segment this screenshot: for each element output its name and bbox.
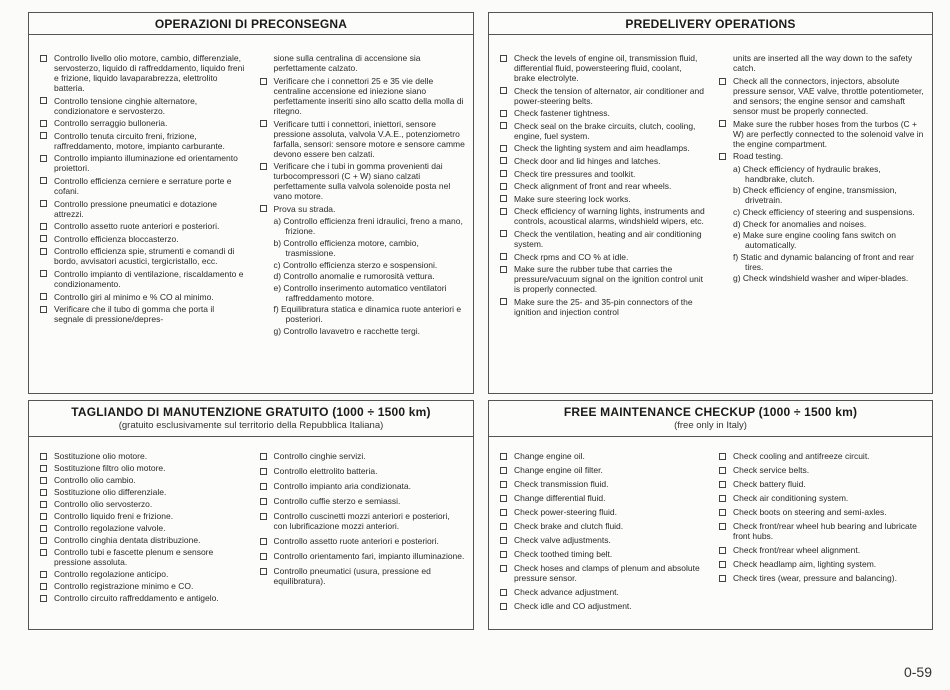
checklist-item-text: Change engine oil filter.: [514, 465, 603, 475]
checkbox-square-icon: [500, 266, 507, 273]
maintenance-it-right-list: [260, 451, 466, 586]
checkbox-square-icon: [40, 571, 47, 578]
predelivery-en-right-list: [719, 76, 924, 161]
road-test-step: e) Controllo inserimento automatico ventilatori raffreddamento motore.: [273, 282, 447, 303]
checklist-item: [40, 304, 246, 324]
maintenance-it-panel: [28, 400, 474, 630]
checklist-item-text: Check service belts.: [733, 465, 810, 475]
checklist-item: [40, 96, 246, 116]
checkbox-square-icon: [40, 132, 47, 139]
predelivery-en-panel: [488, 12, 933, 394]
checklist-item: [500, 297, 705, 317]
checkbox-square-icon: [260, 163, 267, 170]
checkbox-square-icon: [40, 120, 47, 127]
checklist-item-text: Change engine oil.: [514, 451, 585, 461]
checklist-item: [500, 121, 705, 141]
checklist-item-text: Check idle and CO adjustment.: [514, 601, 632, 611]
checklist-item-text: Sostituzione olio motore.: [54, 451, 148, 461]
checklist-item-text: Make sure steering lock works.: [514, 193, 631, 204]
road-test-step: e) Make sure engine cooling fans switch on automatically.: [733, 230, 897, 251]
checklist-item: [260, 466, 466, 476]
road-test-step: d) Check for anomalies and noises.: [733, 218, 867, 229]
checklist-item: [260, 76, 466, 116]
checkbox-square-icon: [500, 453, 507, 460]
road-test-step: c) Check efficiency of steering and suspensions.: [733, 206, 915, 217]
checklist-item-text: Check toothed timing belt.: [514, 549, 613, 559]
checklist-item-text: Check power-steering fluid.: [514, 507, 617, 517]
checkbox-square-icon: [719, 509, 726, 516]
checklist-item-text: Controllo pneumatici (usura, pressione ed equilibratura).: [273, 566, 431, 586]
checklist-item-text: Check the tension of alternator, air conditioner and power-steering belts.: [514, 85, 704, 106]
checklist-item: [40, 153, 246, 173]
road-test-step: d) Controllo anomalie e rumorosità vettura.: [273, 271, 435, 282]
checklist-item: [40, 475, 246, 485]
predelivery-en-title: PREDELIVERY OPERATIONS: [625, 17, 796, 31]
checklist-item: [500, 451, 705, 461]
checkbox-square-icon: [40, 248, 47, 255]
predelivery-en-header: [489, 13, 932, 35]
checklist-item-text: Check tire pressures and toolkit.: [514, 168, 636, 179]
checklist-item: [40, 221, 246, 231]
checklist-item-text: Controllo elettrolito batteria.: [273, 466, 378, 476]
checklist-item: [500, 465, 705, 475]
checkbox-square-icon: [500, 230, 507, 237]
checklist-item-text: Controllo impianto aria condizionata.: [273, 481, 411, 491]
checklist-item: [40, 535, 246, 545]
checklist-item: [500, 493, 705, 503]
checklist-item: [260, 536, 466, 546]
checklist-item: [500, 143, 705, 153]
checkbox-square-icon: [260, 468, 267, 475]
checklist-item: [40, 569, 246, 579]
checkbox-square-icon: [40, 155, 47, 162]
checkbox-square-icon: [500, 110, 507, 117]
checklist-item-text: Verificare che il tubo di gomma che porta il segnale di pressione/depres-: [54, 304, 215, 325]
road-test-step: c) Controllo efficienza sterzo e sospensioni.: [273, 259, 438, 270]
checklist-item: [500, 181, 705, 191]
checkbox-square-icon: [40, 537, 47, 544]
checklist-item-text: Controllo olio cambio.: [54, 475, 136, 485]
checklist-item-text: Check headlamp aim, lighting system.: [733, 559, 877, 569]
checkbox-square-icon: [260, 553, 267, 560]
checkbox-square-icon: [500, 481, 507, 488]
checklist-item: [500, 507, 705, 517]
checklist-item: [500, 535, 705, 545]
checklist-item: [500, 479, 705, 489]
checklist-item-text: Check efficiency of warning lights, instruments and controls, acoustical alarms, windshield wipers, etc.: [514, 206, 705, 227]
checklist-item: [40, 53, 246, 93]
checkbox-square-icon: [40, 306, 47, 313]
checklist-item-text: Make sure the 25- and 35-pin connectors of the ignition and injection control: [514, 296, 693, 317]
checklist-item-text: Controllo impianto illuminazione ed orientamento proiettori.: [54, 153, 238, 174]
maintenance-en-header: [489, 401, 932, 437]
checklist-item-text: Controllo liquido freni e frizione.: [54, 511, 174, 521]
checklist-item: [40, 547, 246, 567]
checkbox-square-icon: [719, 523, 726, 530]
checklist-item-text: Controllo serraggio bulloneria.: [54, 118, 168, 129]
checklist-item: [40, 499, 246, 509]
checkbox-square-icon: [260, 498, 267, 505]
checklist-item-text: Controllo efficienza bloccasterzo.: [54, 233, 179, 244]
checklist-item-text: Check rpms and CO % at idle.: [514, 251, 629, 262]
checklist-item: [40, 199, 246, 219]
checklist-item: [40, 487, 246, 497]
checklist-item: [719, 507, 924, 517]
checklist-item: [260, 511, 466, 531]
checklist-item-text: Controllo efficienza spie, strumenti e comandi di bordo, avvisatori acustici, tergicristallo, ecc.: [54, 246, 235, 267]
checklist-item: [500, 86, 705, 106]
checklist-item-text: Check cooling and antifreeze circuit.: [733, 451, 870, 461]
road-test-step: b) Check efficiency of engine, transmission, drivetrain.: [733, 185, 897, 206]
checkbox-square-icon: [500, 208, 507, 215]
checkbox-square-icon: [719, 78, 726, 85]
road-test-step: g) Check windshield washer and wiper-blades.: [733, 273, 909, 284]
checkbox-square-icon: [500, 537, 507, 544]
checklist-item-text: Check the lighting system and aim headlamps.: [514, 143, 690, 154]
checkbox-square-icon: [500, 157, 507, 164]
checkbox-square-icon: [719, 561, 726, 568]
road-test-it-list: [274, 216, 466, 336]
checklist-item: [500, 194, 705, 204]
road-test-step: g) Controllo lavavetro e racchette tergi.: [273, 325, 420, 336]
checkbox-square-icon: [40, 97, 47, 104]
maintenance-en-subtitle: (free only in Italy): [674, 420, 747, 431]
checklist-item: [719, 493, 924, 503]
checkbox-square-icon: [40, 55, 47, 62]
checklist-item-text: Check battery fluid.: [733, 479, 806, 489]
checklist-item-text: Controllo cinghie servizi.: [273, 451, 366, 461]
checklist-item: [40, 246, 246, 266]
checkbox-square-icon: [40, 465, 47, 472]
maintenance-en-left-list: [500, 451, 705, 611]
checklist-item-text: Controllo tenuta circuito freni, frizione, raffreddamento, motore, impianto carburante.: [54, 130, 225, 151]
checklist-item: [260, 566, 466, 586]
checklist-item-text: Check boots on steering and semi-axles.: [733, 507, 887, 517]
checkbox-square-icon: [40, 223, 47, 230]
checkbox-square-icon: [40, 525, 47, 532]
checkbox-square-icon: [260, 513, 267, 520]
checklist-item-text: Check transmission fluid.: [514, 479, 609, 489]
checklist-item: [500, 252, 705, 262]
checklist-item-text: Check the ventilation, heating and air conditioning system.: [514, 228, 702, 249]
checkbox-square-icon: [719, 120, 726, 127]
checklist-item-text: Controllo olio servosterzo.: [54, 499, 153, 509]
road-test-step: f) Equilibratura statica e dinamica ruote anteriori e posteriori.: [273, 304, 462, 325]
checkbox-square-icon: [260, 538, 267, 545]
checklist-item-text: Controllo tubi e fascette plenum e sensore pressione assoluta.: [54, 547, 214, 567]
checklist-item-text: Controllo orientamento fari, impianto illuminazione.: [273, 551, 465, 561]
checklist-item: [40, 593, 246, 603]
checkbox-square-icon: [500, 523, 507, 530]
predelivery-it-header: [29, 13, 473, 35]
checklist-item: [719, 521, 924, 541]
checkbox-square-icon: [500, 298, 507, 305]
checklist-item: [40, 292, 246, 302]
predelivery-it-panel: [28, 12, 474, 394]
checkbox-square-icon: [500, 603, 507, 610]
checkbox-square-icon: [40, 513, 47, 520]
checklist-item: [719, 119, 924, 149]
checklist-item: [40, 511, 246, 521]
checklist-item-text: Controllo cuffie sterzo e semiassi.: [273, 496, 401, 506]
checklist-item-text: Verificare che i connettori 25 e 35 vie delle centraline accensione ed iniezione siano perfettamente inseriti sino allo scatto della molla di ritegno.: [273, 76, 464, 116]
checklist-item: [500, 587, 705, 597]
checklist-item: [719, 151, 924, 161]
checklist-item: [40, 118, 246, 128]
checklist-item-text: Sostituzione olio differenziale.: [54, 487, 167, 497]
checklist-item: [719, 479, 924, 489]
checkbox-square-icon: [500, 467, 507, 474]
road-test-step: a) Check efficiency of hydraulic brakes, handbrake, clutch.: [733, 163, 881, 184]
checklist-item-text: Controllo tensione cinghie alternatore, condizionatore e servosterzo.: [54, 95, 198, 116]
checklist-item-text: Controllo cinghia dentata distribuzione.: [54, 535, 201, 545]
checkbox-square-icon: [260, 120, 267, 127]
checkbox-square-icon: [40, 235, 47, 242]
checkbox-square-icon: [500, 122, 507, 129]
checklist-item: [500, 549, 705, 559]
checklist-item: [260, 204, 466, 214]
maintenance-en-title: FREE MAINTENANCE CHECKUP (1000 ÷ 1500 km): [563, 405, 858, 419]
predelivery-it-title: OPERAZIONI DI PRECONSEGNA: [154, 17, 348, 31]
checklist-item: [40, 523, 246, 533]
checkbox-square-icon: [260, 205, 267, 212]
checklist-item-text: Controllo regolazione anticipo.: [54, 569, 169, 579]
checklist-item-text: Verificare tutti i connettori, iniettori, sensore pressione assoluta, valvola V.A.E., potenziometro farfalla, sensori: sensore motore e sensore camme devono essere ben calzati.: [273, 118, 465, 159]
checkbox-square-icon: [40, 583, 47, 590]
checklist-item: [40, 131, 246, 151]
checkbox-square-icon: [40, 293, 47, 300]
checklist-item: [500, 601, 705, 611]
maintenance-en-right-list: [719, 451, 924, 583]
checkbox-square-icon: [500, 195, 507, 202]
checkbox-square-icon: [500, 55, 507, 62]
checklist-item-text: Check tires (wear, pressure and balancing).: [733, 573, 897, 583]
checkbox-square-icon: [40, 453, 47, 460]
checklist-item-text: Check all the connectors, injectors, absolute pressure sensor, VAE valve, throttle potentiometer, and sensors; the engine sensor and camshaft sensor must be properly connected.: [733, 76, 924, 116]
checklist-item-text: Prova su strada.: [273, 203, 336, 214]
checklist-item-text: Controllo pressione pneumatici e dotazione attrezzi.: [54, 198, 218, 219]
checklist-item-text: Check air conditioning system.: [733, 493, 849, 503]
checkbox-square-icon: [500, 495, 507, 502]
checklist-item: [719, 545, 924, 555]
checklist-item: [40, 269, 246, 289]
maintenance-it-left-list: [40, 451, 246, 603]
checkbox-square-icon: [719, 547, 726, 554]
checkbox-square-icon: [500, 551, 507, 558]
checklist-item: [260, 161, 466, 201]
predelivery-it-continuation: sione sulla centralina di accensione sia perfettamente calzato.: [273, 53, 421, 73]
checkbox-square-icon: [40, 549, 47, 556]
checklist-item-text: Check door and lid hinges and latches.: [514, 155, 661, 166]
checkbox-square-icon: [40, 177, 47, 184]
checkbox-square-icon: [719, 495, 726, 502]
checkbox-square-icon: [40, 489, 47, 496]
predelivery-en-continuation: units are inserted all the way down to the safety catch.: [733, 53, 913, 73]
checklist-item-text: Controllo cuscinetti mozzi anteriori e posteriori, con lubrificazione mozzi anteriori.: [273, 511, 450, 531]
checkbox-square-icon: [500, 145, 507, 152]
predelivery-en-left-list: [500, 53, 705, 317]
checklist-item: [260, 481, 466, 491]
checklist-item-text: Check hoses and clamps of plenum and absolute pressure sensor.: [514, 563, 700, 583]
checklist-item-text: Check seal on the brake circuits, clutch, cooling, engine, fuel system.: [514, 120, 696, 141]
checklist-item-text: Sostituzione filtro olio motore.: [54, 463, 166, 473]
checkbox-square-icon: [500, 183, 507, 190]
checkbox-square-icon: [260, 78, 267, 85]
checklist-item: [719, 559, 924, 569]
checklist-item-text: Controllo efficienza cerniere e serrature porte e cofani.: [54, 175, 232, 196]
checklist-item: [719, 76, 924, 116]
checklist-item: [500, 53, 705, 83]
checklist-item: [719, 465, 924, 475]
checklist-item-text: Check alignment of front and rear wheels.: [514, 181, 672, 192]
checklist-item: [40, 451, 246, 461]
road-test-step: a) Controllo efficienza freni idraulici, freno a mano, frizione.: [273, 216, 463, 237]
checklist-item-text: Check brake and clutch fluid.: [514, 521, 624, 531]
predelivery-it-right-list: [260, 76, 466, 214]
checkbox-square-icon: [500, 589, 507, 596]
checkbox-square-icon: [500, 170, 507, 177]
checkbox-square-icon: [260, 453, 267, 460]
checklist-item: [40, 581, 246, 591]
checklist-item-text: Controllo regolazione valvole.: [54, 523, 166, 533]
checklist-item-text: Make sure the rubber tube that carries the pressure/vacuum signal on the ignition control unit is properly connected.: [514, 264, 703, 295]
checklist-item-text: Controllo circuito raffreddamento e antigelo.: [54, 593, 219, 603]
checklist-item-text: Check front/rear wheel hub bearing and lubricate front hubs.: [733, 521, 917, 541]
checklist-item-text: Check advance adjustment.: [514, 587, 619, 597]
checklist-item: [40, 234, 246, 244]
checklist-item: [260, 551, 466, 561]
checkbox-square-icon: [40, 270, 47, 277]
checklist-item: [719, 451, 924, 461]
checklist-item: [500, 521, 705, 531]
checklist-item-text: Check fastener tightness.: [514, 108, 610, 119]
checkbox-square-icon: [719, 153, 726, 160]
checklist-item-text: Make sure the rubber hoses from the turbos (C + W) are perfectly connected to the solenoid valve in the engine compartment.: [733, 118, 924, 149]
checkbox-square-icon: [500, 87, 507, 94]
checkbox-square-icon: [719, 467, 726, 474]
checklist-item-text: Check valve adjustments.: [514, 535, 611, 545]
checklist-item: [500, 264, 705, 294]
checklist-item-text: Controllo impianto di ventilazione, riscaldamento e condizionamento.: [54, 268, 244, 289]
checklist-item-text: Check front/rear wheel alignment.: [733, 545, 861, 555]
road-test-step: b) Controllo efficienza motore, cambio, trasmissione.: [273, 237, 419, 258]
checklist-item: [719, 573, 924, 583]
road-test-step: f) Static and dynamic balancing of front and rear tires.: [733, 251, 914, 272]
checkbox-square-icon: [40, 477, 47, 484]
checklist-item: [500, 563, 705, 583]
checkbox-square-icon: [40, 200, 47, 207]
checkbox-square-icon: [719, 453, 726, 460]
checkbox-square-icon: [40, 501, 47, 508]
checkbox-square-icon: [719, 481, 726, 488]
maintenance-en-panel: [488, 400, 933, 630]
checklist-item: [500, 108, 705, 118]
predelivery-it-left-list: [40, 53, 246, 324]
checkbox-square-icon: [500, 253, 507, 260]
checklist-item: [260, 496, 466, 506]
checklist-item: [40, 463, 246, 473]
checklist-item-text: Controllo giri al minimo e % CO al minimo.: [54, 291, 214, 302]
maintenance-it-title: TAGLIANDO DI MANUTENZIONE GRATUITO (1000 ÷ 1500 km): [71, 405, 431, 419]
checkbox-square-icon: [260, 568, 267, 575]
checkbox-square-icon: [500, 565, 507, 572]
checkbox-square-icon: [40, 595, 47, 602]
checklist-item-text: Verificare che i tubi in gomma provenienti dai turbocompressori (C + W) siano calzati perfettamente sulla valvola solenoide posta nel vano motore.: [273, 161, 451, 202]
checklist-item: [500, 169, 705, 179]
maintenance-it-header: [29, 401, 473, 437]
checklist-item-text: Controllo registrazione minimo e CO.: [54, 581, 194, 591]
checkbox-square-icon: [260, 483, 267, 490]
checklist-item-text: Controllo livello olio motore, cambio, differenziale, servosterzo, liquido di raffreddamento, liquido freni e frizione, liquido lavaparabrezza, elettrolito batteria.: [54, 53, 245, 93]
checklist-item: [260, 119, 466, 159]
maintenance-it-subtitle: (gratuito esclusivamente sul territorio della Repubblica Italiana): [118, 420, 384, 431]
road-test-en-list: [733, 164, 924, 284]
checklist-item-text: Controllo assetto ruote anteriori e posteriori.: [54, 221, 220, 232]
checklist-item: [500, 229, 705, 249]
checkbox-square-icon: [719, 575, 726, 582]
checklist-item: [40, 176, 246, 196]
checklist-item-text: Road testing.: [733, 151, 784, 162]
checklist-item: [260, 451, 466, 461]
checkbox-square-icon: [500, 509, 507, 516]
checklist-item: [500, 206, 705, 226]
checklist-item: [500, 156, 705, 166]
checklist-item-text: Change differential fluid.: [514, 493, 606, 503]
page-number: 0-59: [903, 664, 932, 680]
checklist-item-text: Check the levels of engine oil, transmission fluid, differential fluid, powersteering fluid, coolant, brake electrolyte.: [514, 53, 698, 83]
checklist-item-text: Controllo assetto ruote anteriori e posteriori.: [273, 536, 439, 546]
